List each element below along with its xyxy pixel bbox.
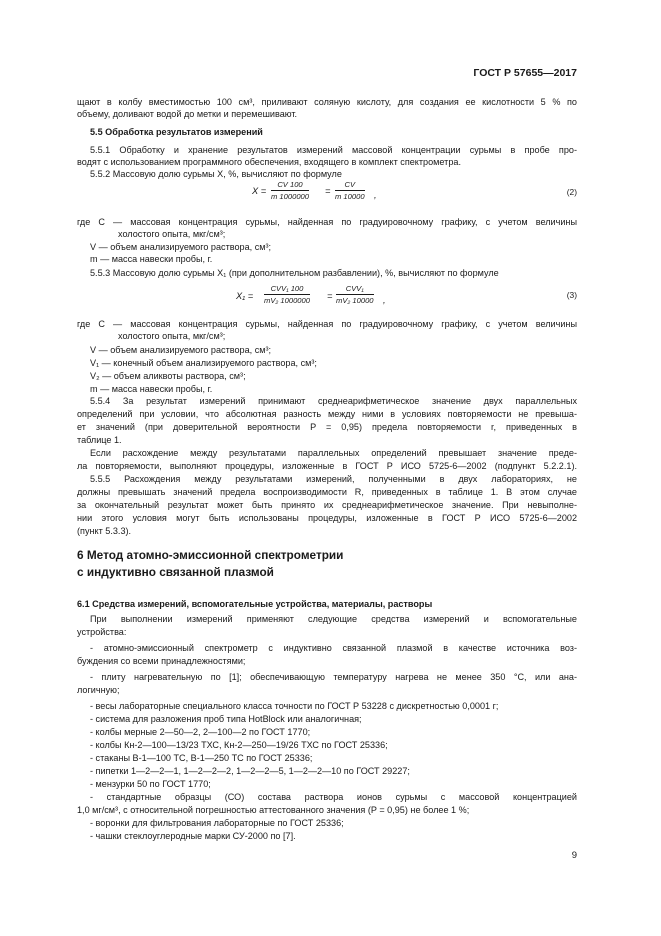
- text-line: холостого опыта, мкг/см³;: [118, 229, 226, 239]
- text-line: При выполнении измерений применяют следующие средства измерений и вспомогательные: [90, 614, 577, 624]
- formula-3-fraction-1: [264, 284, 310, 305]
- text-line: - плиту нагревательную по [1]; обеспечивающую температуру нагрева не менее 350 °С, или ана-: [90, 672, 577, 682]
- text-line: ет значений (при доверительной вероятности P = 0,95) предела повторяемости r, приведенных в: [77, 422, 577, 432]
- formula-3-denominator-2: mV₂ 10000: [336, 296, 374, 305]
- text-line: - атомно-эмиссионный спектрометр с индуктивно связанной плазмой в качестве источника воз-: [90, 643, 577, 653]
- text-line: где C — массовая концентрация сурьмы, найденная по градуировочному графику, с учетом величины: [77, 319, 577, 329]
- text-line: объему, доливают водой до метки и перемешивают.: [77, 109, 298, 119]
- text-line: - система для разложения проб типа HotBlock или аналогичная;: [90, 714, 362, 724]
- text-line: V — объем анализируемого раствора, см³;: [90, 345, 272, 355]
- formula-2-denominator-2: m 10000: [335, 192, 365, 201]
- text-line: водят с использованием программного обеспечения, входящего в комплект спектрометра.: [77, 157, 461, 167]
- formula-2-numerator-1: CV 100: [271, 180, 309, 191]
- text-line: m — масса навески пробы, г.: [90, 254, 213, 264]
- text-line: устройства:: [77, 627, 127, 637]
- text-line: щают в колбу вместимостью 100 см³, приливают соляную кислоту, для создания ее кислотности 5 % по: [77, 97, 577, 107]
- text-line: - чашки стеклоуглеродные марки СУ-2000 по [7].: [90, 831, 296, 841]
- text-line: ла повторяемости, выполняют процедуры, изложенные в ГОСТ Р ИСО 5725-6—2002 (подпункт 5.2.2.1).: [77, 461, 577, 471]
- formula-2-number: (2): [566, 187, 577, 197]
- text-line: логичную;: [77, 685, 120, 695]
- text-line: должны превышать значений предела воспроизводимости R, приведенных в таблице 1. В этом случае: [77, 487, 577, 497]
- text-line: 5.5.5 Расхождения между результатами измерений, полученными в двух лабораториях, не: [90, 474, 577, 484]
- formula-2-lhs: X =: [252, 186, 267, 196]
- text-line: таблице 1.: [77, 435, 122, 445]
- formula-3-equals: =: [327, 291, 333, 301]
- formula-3-numerator-2: CVV₁: [336, 284, 374, 295]
- document-header: ГОСТ Р 57655—2017: [473, 67, 577, 79]
- text-line: холостого опыта, мкг/см³;: [118, 331, 226, 341]
- text-line: (пункт 5.3.3).: [77, 526, 132, 536]
- section-6-heading-line-1: 6 Метод атомно-эмиссионной спектрометрии: [77, 548, 344, 562]
- formula-3-numerator-1: CVV₁ 100: [264, 284, 310, 295]
- text-line: - стаканы В-1—100 ТС, В-1—250 ТС по ГОСТ 25336;: [90, 753, 313, 763]
- text-line: 5.5 Обработка результатов измерений: [90, 127, 263, 137]
- page-number: 9: [571, 850, 577, 861]
- text-line: определений при условии, что абсолютная разность между ними в условиях повторяемости не превыша-: [77, 409, 577, 419]
- formula-2-equals: =: [325, 186, 331, 196]
- formula-2-end: ,: [374, 190, 377, 200]
- section-6-heading-line-2: с индуктивно связанной плазмой: [77, 565, 274, 579]
- text-line: 5.5.3 Массовую долю сурьмы X₁ (при дополнительном разбавлении), %, вычисляют по формуле: [90, 268, 499, 278]
- text-line: 6.1 Средства измерений, вспомогательные устройства, материалы, растворы: [77, 599, 433, 609]
- text-line: нии этого условия могут быть использованы процедуры, изложенные в ГОСТ Р ИСО 5725-6—2002: [77, 513, 577, 523]
- formula-2-numerator-2: CV: [335, 180, 365, 191]
- formula-3-number: (3): [566, 290, 577, 300]
- text-line: - стандартные образцы (СО) состава раствора ионов сурьмы с массовой концентрацией: [90, 792, 577, 802]
- text-line: за окончательный результат может быть принято их среднеарифметическое значение. При невыполне-: [77, 500, 577, 510]
- formula-3-end: ,: [383, 295, 386, 305]
- text-line: где C — массовая концентрация сурьмы, найденная по градуировочному графику, с учетом величины: [77, 217, 577, 227]
- text-line: V — объем анализируемого раствора, см³;: [90, 242, 272, 252]
- text-line: V₂ — объем аликвоты раствора, см³;: [90, 371, 246, 381]
- text-line: 1,0 мг/см³, с относительной погрешностью аттестованного значения (P = 0,95) не более 1 %;: [77, 805, 470, 815]
- formula-3-fraction-2: [336, 284, 374, 305]
- text-line: 5.5.4 За результат измерений принимают среднеарифметическое значение двух параллельных: [90, 396, 577, 406]
- formula-3-denominator-1: mV₂ 1000000: [264, 296, 310, 305]
- text-line: 5.5.2 Массовую долю сурьмы X, %, вычисляют по формуле: [90, 169, 342, 179]
- formula-2-denominator-1: m 1000000: [271, 192, 309, 201]
- text-line: - весы лабораторные специального класса точности по ГОСТ Р 53228 с дискретностью 0,0001 г;: [90, 701, 499, 711]
- text-line: - колбы мерные 2—50—2, 2—100—2 по ГОСТ 1770;: [90, 727, 311, 737]
- text-line: буждения со всеми принадлежностями;: [77, 656, 246, 666]
- text-line: Если расхождение между результатами параллельных определений превышает значение преде-: [90, 448, 577, 458]
- text-line: V₁ — конечный объем анализируемого раствора, см³;: [90, 358, 317, 368]
- text-line: - воронки для фильтрования лабораторные по ГОСТ 25336;: [90, 818, 344, 828]
- text-line: m — масса навески пробы, г.: [90, 384, 213, 394]
- formula-2-fraction-1: [271, 180, 309, 201]
- text-line: - мензурки 50 по ГОСТ 1770;: [90, 779, 211, 789]
- formula-3-lhs: X₁ =: [236, 291, 254, 301]
- text-line: - пипетки 1—2—2—1, 1—2—2—2, 1—2—2—5, 1—2—2—10 по ГОСТ 29227;: [90, 766, 410, 776]
- text-line: - колбы Кн-2—100—13/23 ТХС, Кн-2—250—19/26 ТХС по ГОСТ 25336;: [90, 740, 388, 750]
- text-line: 5.5.1 Обработку и хранение результатов измерений массовой концентрации сурьмы в пробе про-: [90, 145, 577, 155]
- formula-2-fraction-2: [335, 180, 365, 201]
